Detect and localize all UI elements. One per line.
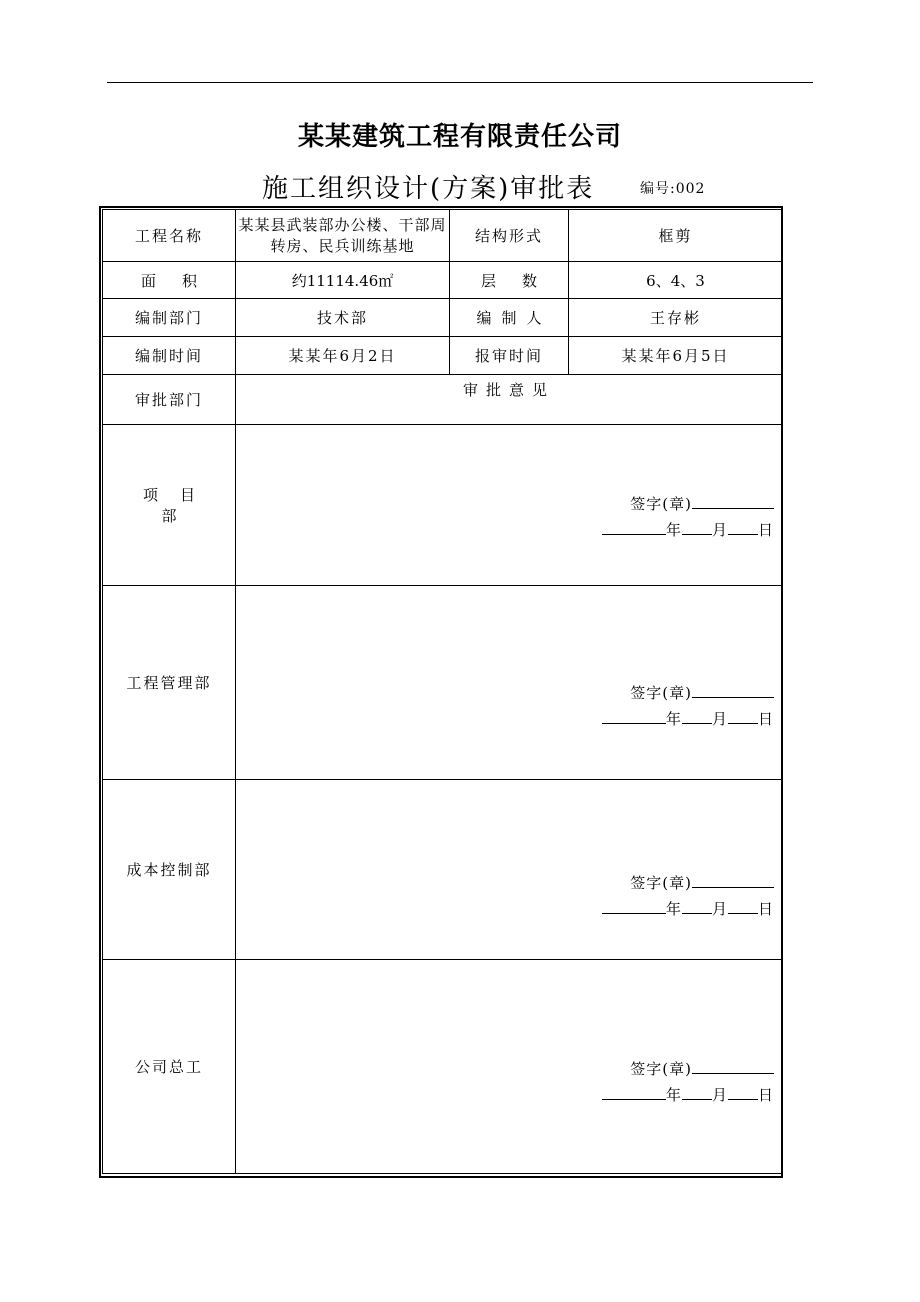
submit-time-value: 某某年6月5日 xyxy=(569,337,783,375)
prep-time-label: 编制时间 xyxy=(103,337,236,375)
signature-line xyxy=(594,682,774,703)
date-line xyxy=(594,519,774,540)
signature-line xyxy=(594,872,774,893)
opinion-cell[interactable] xyxy=(236,780,783,960)
year-label: 年 xyxy=(665,521,682,539)
opinion-header: 审批意见 xyxy=(236,375,783,425)
signature-line xyxy=(594,1058,774,1079)
table-row xyxy=(103,299,783,337)
table-row xyxy=(103,210,783,262)
table-row xyxy=(103,375,783,425)
opinion-cell[interactable] xyxy=(236,960,783,1174)
dept-name: 成本控制部 xyxy=(103,780,236,960)
table-row xyxy=(103,262,783,299)
sign-label: 签字(章) xyxy=(630,495,692,513)
month-label: 月 xyxy=(711,710,728,728)
company-name: 某某建筑工程有限责任公司 xyxy=(297,122,622,152)
header-rule xyxy=(107,82,813,83)
year-label: 年 xyxy=(665,710,682,728)
prep-time-value: 某某年6月2日 xyxy=(236,337,450,375)
area-value: 约11114.46㎡ xyxy=(236,262,450,299)
opinion-cell[interactable] xyxy=(236,586,783,780)
project-name-value: 某某县武装部办公楼、干部周转房、民兵训练基地 xyxy=(236,210,450,262)
day-label: 日 xyxy=(757,521,774,539)
approval-row-engineering xyxy=(103,586,783,780)
dept-header: 审批部门 xyxy=(103,375,236,425)
signature-line xyxy=(594,493,774,514)
dept-name: 公司总工 xyxy=(103,960,236,1174)
year-label: 年 xyxy=(665,1086,682,1104)
project-name-label: 工程名称 xyxy=(103,210,236,262)
preparer-value: 王存彬 xyxy=(569,299,783,337)
submit-time-label: 报审时间 xyxy=(450,337,569,375)
approval-row-chief-engineer xyxy=(103,960,783,1174)
day-label: 日 xyxy=(757,1086,774,1104)
structure-label: 结构形式 xyxy=(450,210,569,262)
day-label: 日 xyxy=(757,900,774,918)
approval-table xyxy=(102,209,783,1174)
day-label: 日 xyxy=(757,710,774,728)
month-label: 月 xyxy=(711,1086,728,1104)
prep-dept-value: 技术部 xyxy=(236,299,450,337)
date-line xyxy=(594,708,774,729)
prep-dept-label: 编制部门 xyxy=(103,299,236,337)
dept-name: 工程管理部 xyxy=(103,586,236,780)
floors-label: 层数 xyxy=(450,262,569,299)
sign-label: 签字(章) xyxy=(630,684,692,702)
floors-value: 6、4、3 xyxy=(569,262,783,299)
year-label: 年 xyxy=(665,900,682,918)
month-label: 月 xyxy=(711,900,728,918)
structure-value: 框剪 xyxy=(569,210,783,262)
sign-label: 签字(章) xyxy=(630,874,692,892)
form-number: 编号:002 xyxy=(640,181,706,197)
table-row xyxy=(103,337,783,375)
preparer-label: 编制人 xyxy=(450,299,569,337)
dept-name: 项目部 xyxy=(103,425,236,586)
area-label: 面积 xyxy=(103,262,236,299)
approval-row-project xyxy=(103,425,783,586)
opinion-cell[interactable] xyxy=(236,425,783,586)
sign-label: 签字(章) xyxy=(630,1060,692,1078)
approval-row-cost xyxy=(103,780,783,960)
form-title: 施工组织设计(方案)审批表 xyxy=(262,174,595,204)
date-line xyxy=(594,898,774,919)
month-label: 月 xyxy=(711,521,728,539)
date-line xyxy=(594,1084,774,1105)
